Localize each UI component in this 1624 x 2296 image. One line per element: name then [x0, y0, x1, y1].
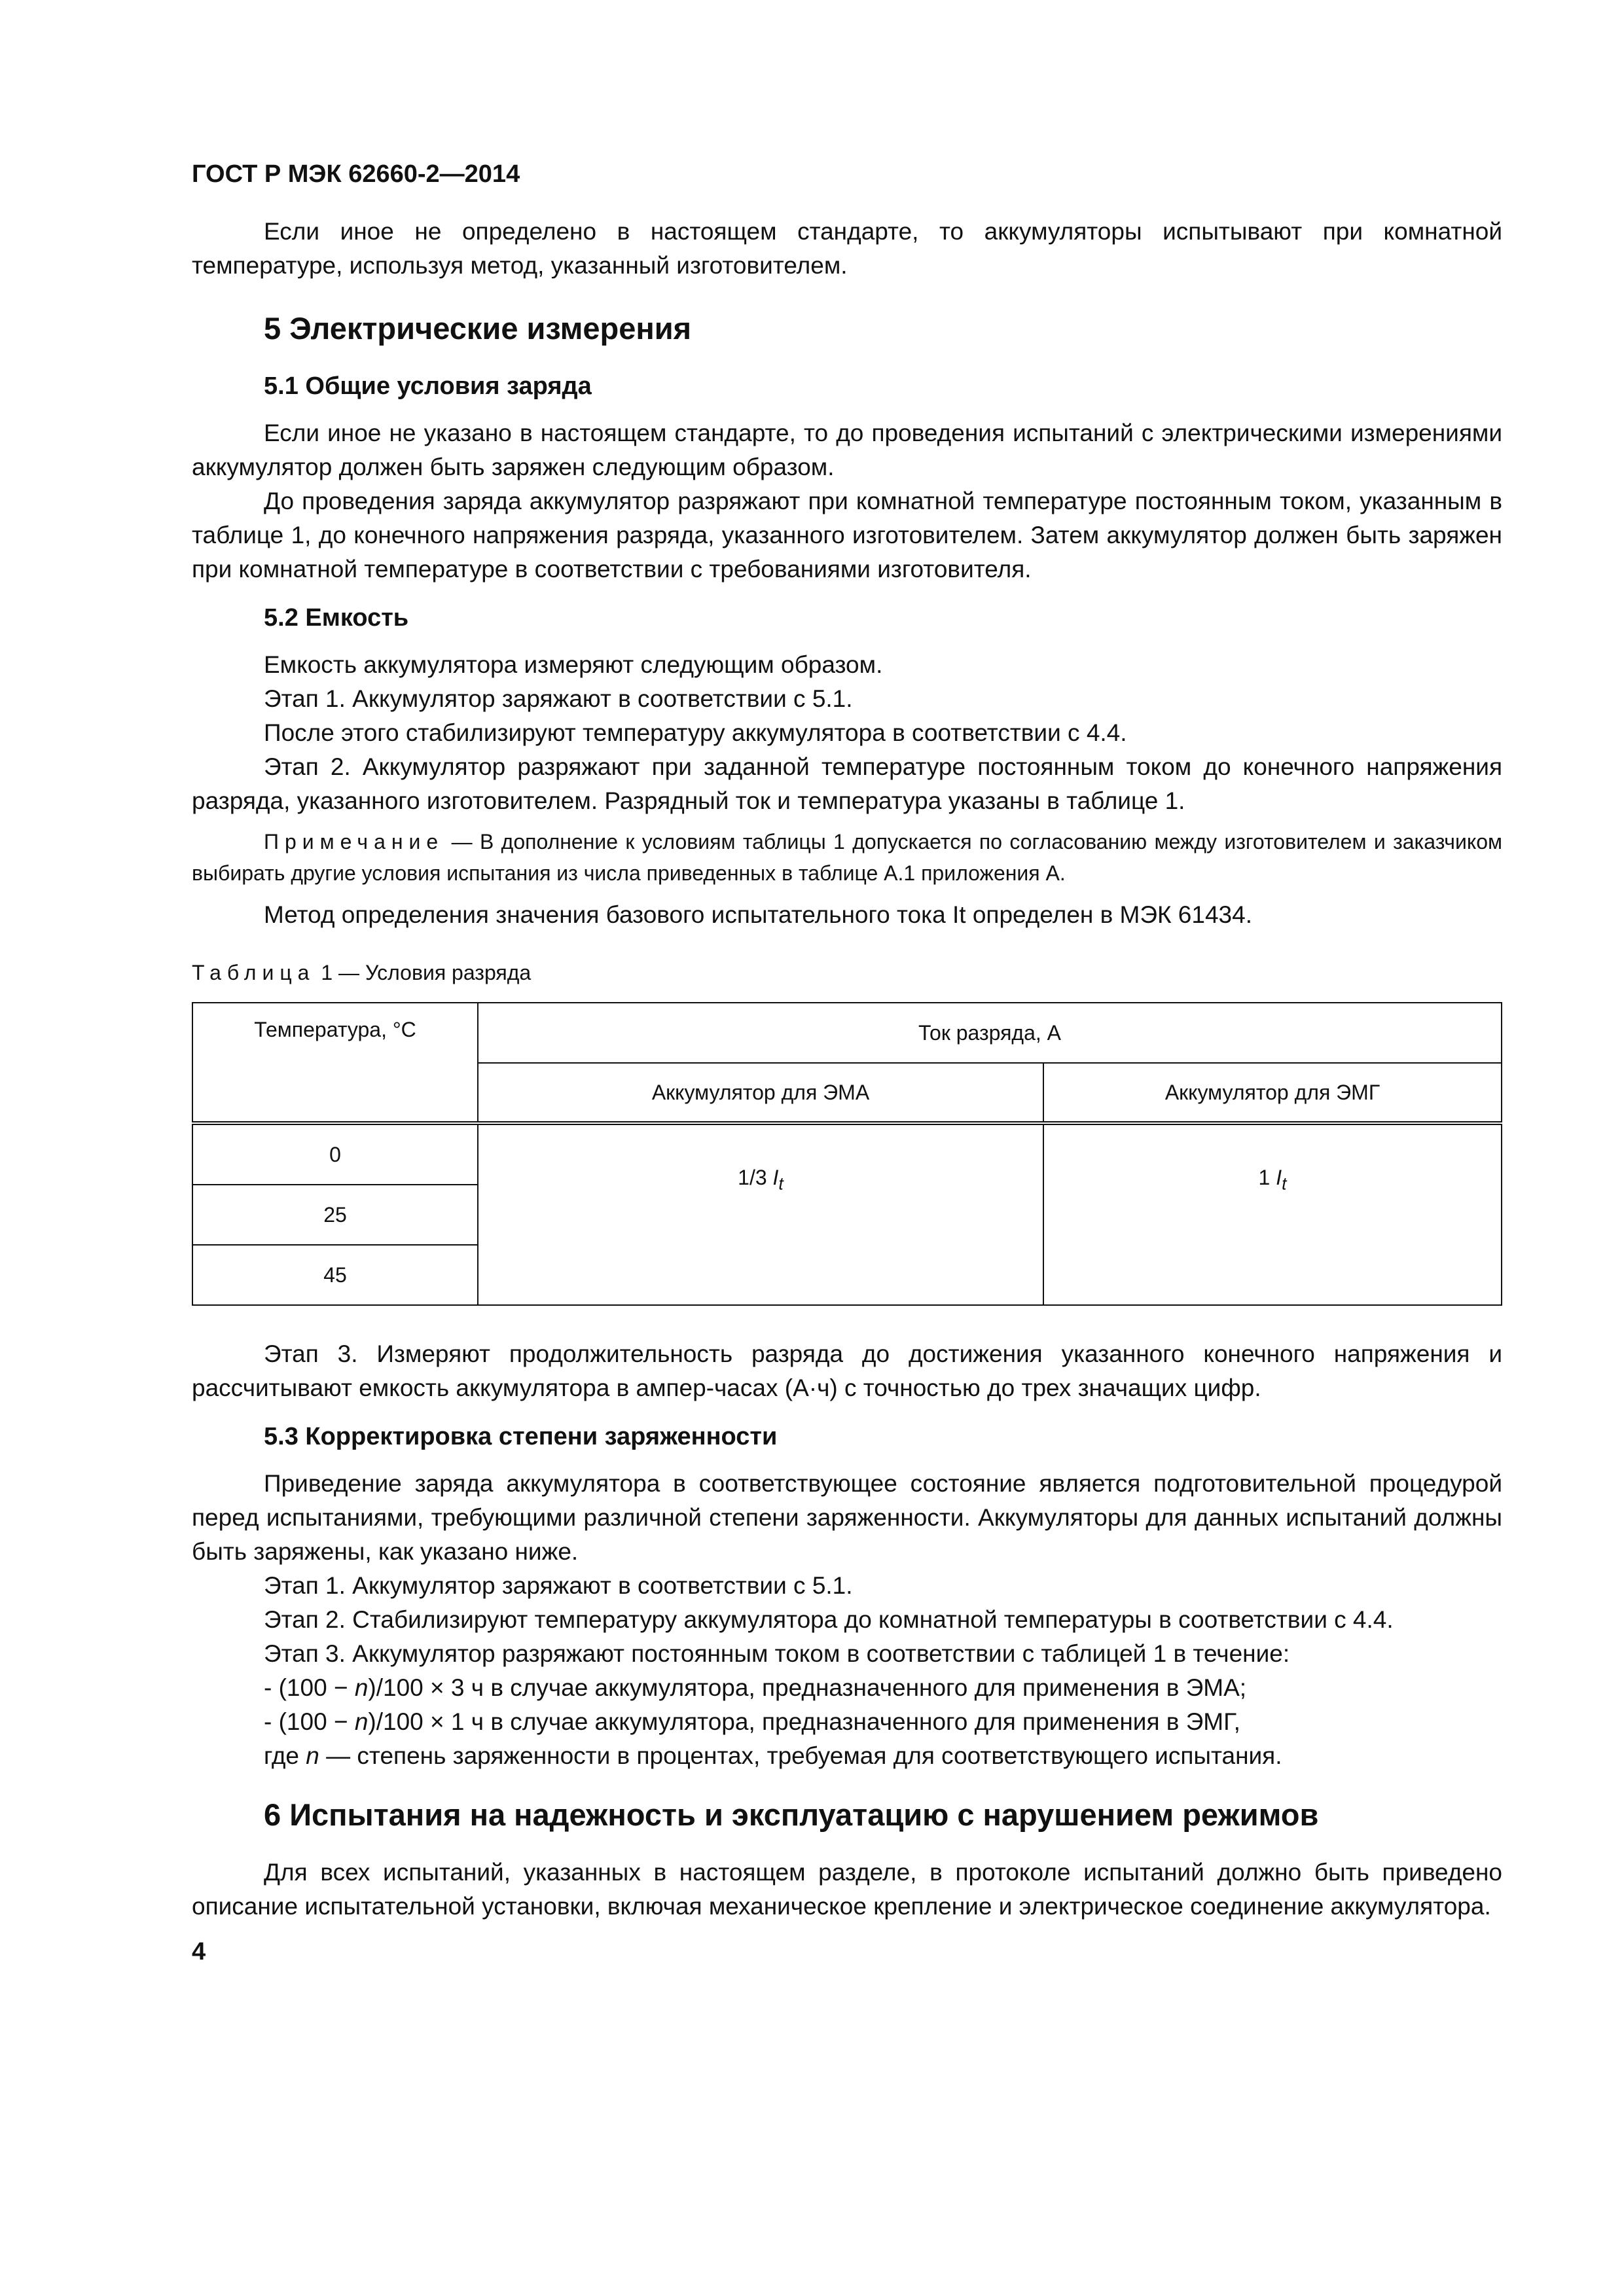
intro-paragraph: Если иное не определено в настоящем стандарте, то аккумуляторы испытывают при комнатной температуре, используя метод, указанный изготовителем. [192, 218, 1502, 279]
s53-paragraph-1: Приведение заряда аккумулятора в соответствующее состояние является подготовительной процедурой перед испытаниями, требующими различной степени заряженности. Аккумуляторы для данных испытаний должны быть заряжены, как указано ниже. [192, 1470, 1502, 1565]
s52-line-4: Этап 2. Аккумулятор разряжают при заданной температуре постоянным током до конечного напряжения разряда, указанного изготовителем. Разрядный ток и температура указаны в таблице 1. [192, 753, 1502, 814]
s53-line-3: Этап 3. Аккумулятор разряжают постоянным током в соответствии с таблицей 1 в течение: [264, 1640, 1290, 1667]
definition-end: — степень заряженности в процентах, требуемая для соответствующего испытания. [319, 1742, 1282, 1769]
cell-emg-current [1043, 1123, 1502, 1305]
section-6-title: 6 Испытания на надежность и эксплуатацию с нарушением режимов [264, 1797, 1319, 1832]
ema-current-symbol: I [772, 1166, 779, 1189]
formula-line-2 [192, 1705, 1502, 1739]
section-5-title: 5 Электрические измерения [264, 311, 692, 346]
table-caption-text: 1 — Условия разряда [315, 961, 532, 984]
ema-current-subscript: t [778, 1174, 784, 1194]
header-temperature: Температура, °С [192, 1003, 478, 1123]
table-row-temp: 45 [192, 1245, 478, 1305]
section-5-1-title: 5.1 Общие условия заряда [264, 372, 592, 400]
s51-paragraph-1: Если иное не указано в настоящем стандарте, то до проведения испытаний с электрическими измерениями аккумулятор должен быть заряжен следующим образом. [192, 420, 1502, 480]
page-number: 4 [192, 1938, 206, 1965]
s53-line-2: Этап 2. Стабилизируют температуру аккумулятора до комнатной температуры в соответствии с 4.4. [264, 1606, 1394, 1633]
definition-start: где [264, 1742, 306, 1769]
emg-current-value: 1 [1258, 1166, 1271, 1189]
emg-current-symbol: I [1276, 1166, 1282, 1189]
table-caption [192, 961, 1502, 985]
formula-1-start: - (100 − [264, 1674, 355, 1701]
formula-1-var: n [354, 1674, 369, 1701]
document-page [192, 160, 1502, 1966]
formula-2-start: - (100 − [264, 1708, 355, 1735]
header-current: Ток разряда, А [478, 1003, 1502, 1063]
after-table-paragraph: Этап 3. Измеряют продолжительность разряда до достижения указанного конечного напряжения и рассчитывают емкость аккумулятора в ампер-часах (А·ч) с точностью до трех значащих цифр. [192, 1340, 1502, 1401]
table-row-temp: 0 [192, 1123, 478, 1185]
formula-line-1 [192, 1671, 1502, 1705]
ema-current-value: 1/3 [738, 1166, 767, 1189]
s52-method: Метод определения значения базового испытательного тока It определен в МЭК 61434. [264, 901, 1252, 928]
formula-2-var: n [354, 1708, 369, 1735]
s51-paragraph-2: До проведения заряда аккумулятор разряжают при комнатной температуре постоянным током, указанным в таблице 1, до конечного напряжения разряда, указанного изготовителем. Затем аккумулятор должен быть заряжен при комнатной температуре в соответствии с требованиями изготовителя. [192, 488, 1502, 583]
formula-2-end: )/100 × 1 ч в случае аккумулятора, предназначенного для применения в ЭМГ, [368, 1708, 1240, 1735]
discharge-conditions-table [192, 1002, 1502, 1306]
section-5-2-title: 5.2 Емкость [264, 604, 409, 632]
cell-ema-current [478, 1123, 1043, 1305]
formula-1-end: )/100 × 3 ч в случае аккумулятора, предназначенного для применения в ЭМА; [368, 1674, 1247, 1701]
s52-line-1: Емкость аккумулятора измеряют следующим образом. [264, 651, 883, 678]
s52-line-2: Этап 1. Аккумулятор заряжают в соответствии с 5.1. [264, 685, 853, 712]
header-emg: Аккумулятор для ЭМГ [1043, 1063, 1502, 1123]
header-ema: Аккумулятор для ЭМА [478, 1063, 1043, 1123]
table-row-temp: 25 [192, 1185, 478, 1245]
note-text: — В дополнение к условиям таблицы 1 допускается по согласованию между изготовителем и заказчиком выбирать другие условия испытания из числа приведенных в таблице А.1 приложения А. [192, 830, 1502, 885]
document-header: ГОСТ Р МЭК 62660-2—2014 [192, 160, 520, 188]
emg-current-subscript: t [1282, 1174, 1287, 1194]
definition-var: n [306, 1742, 319, 1769]
note-label: Примечание [264, 830, 444, 853]
section-5-3-title: 5.3 Корректировка степени заряженности [264, 1423, 778, 1450]
note [192, 826, 1502, 889]
s53-line-1: Этап 1. Аккумулятор заряжают в соответствии с 5.1. [264, 1572, 853, 1599]
s6-paragraph-1: Для всех испытаний, указанных в настоящем разделе, в протоколе испытаний должно быть приведено описание испытательной установки, включая механическое крепление и электрическое соединение аккумулятора. [192, 1859, 1502, 1920]
table-caption-label: Таблица [192, 961, 316, 984]
formula-definition [192, 1739, 1502, 1773]
s52-line-3: После этого стабилизируют температуру аккумулятора в соответствии с 4.4. [264, 719, 1127, 746]
